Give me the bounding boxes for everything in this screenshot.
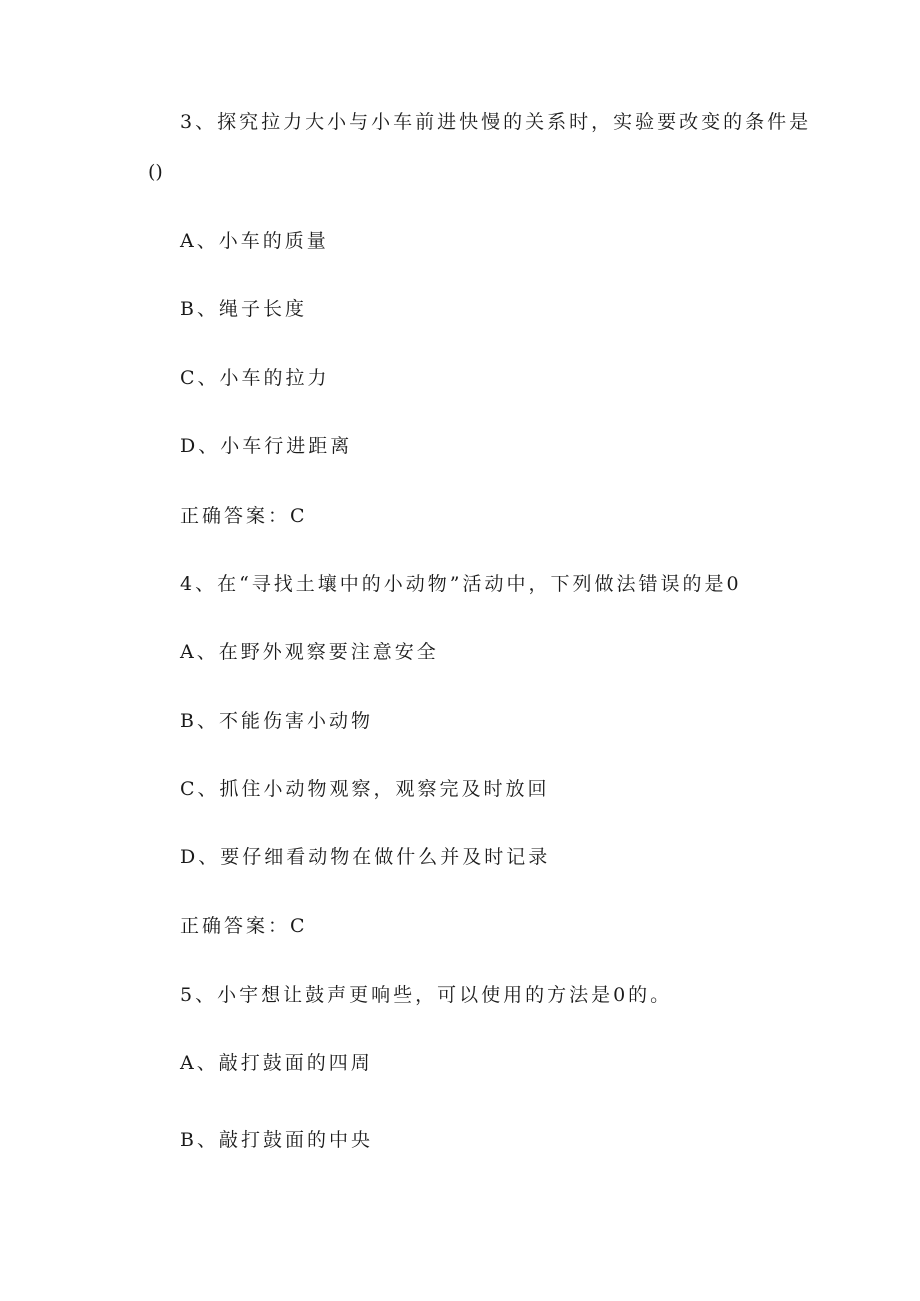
question-4-option-d: D、要仔细看动物在做什么并及时记录 <box>180 846 551 868</box>
question-3-option-c: C、小车的拉力 <box>180 367 330 389</box>
question-3-option-a: A、小车的质量 <box>180 230 329 252</box>
question-5-option-b: B、敲打鼓面的中央 <box>180 1129 373 1151</box>
question-3-answer: 正确答案：C <box>180 505 308 527</box>
question-3-stem: 3、探究拉力大小与小车前进快慢的关系时，实验要改变的条件是 <box>180 111 812 133</box>
question-3-option-b: B、绳子长度 <box>180 298 307 320</box>
question-5-stem: 5、小宇想让鼓声更响些，可以使用的方法是0的。 <box>180 984 673 1006</box>
question-4-option-a: A、在野外观察要注意安全 <box>180 641 439 663</box>
question-4-option-c: C、抓住小动物观察，观察完及时放回 <box>180 778 550 800</box>
question-4-stem: 4、在“寻找土壤中的小动物”活动中，下列做法错误的是0 <box>180 573 742 595</box>
question-4-answer: 正确答案：C <box>180 915 308 937</box>
question-3-stem-continuation: () <box>148 161 163 183</box>
question-3-option-d: D、小车行进距离 <box>180 435 353 457</box>
question-4-option-b: B、不能伤害小动物 <box>180 710 373 732</box>
question-5-option-a: A、敲打鼓面的四周 <box>180 1052 373 1074</box>
